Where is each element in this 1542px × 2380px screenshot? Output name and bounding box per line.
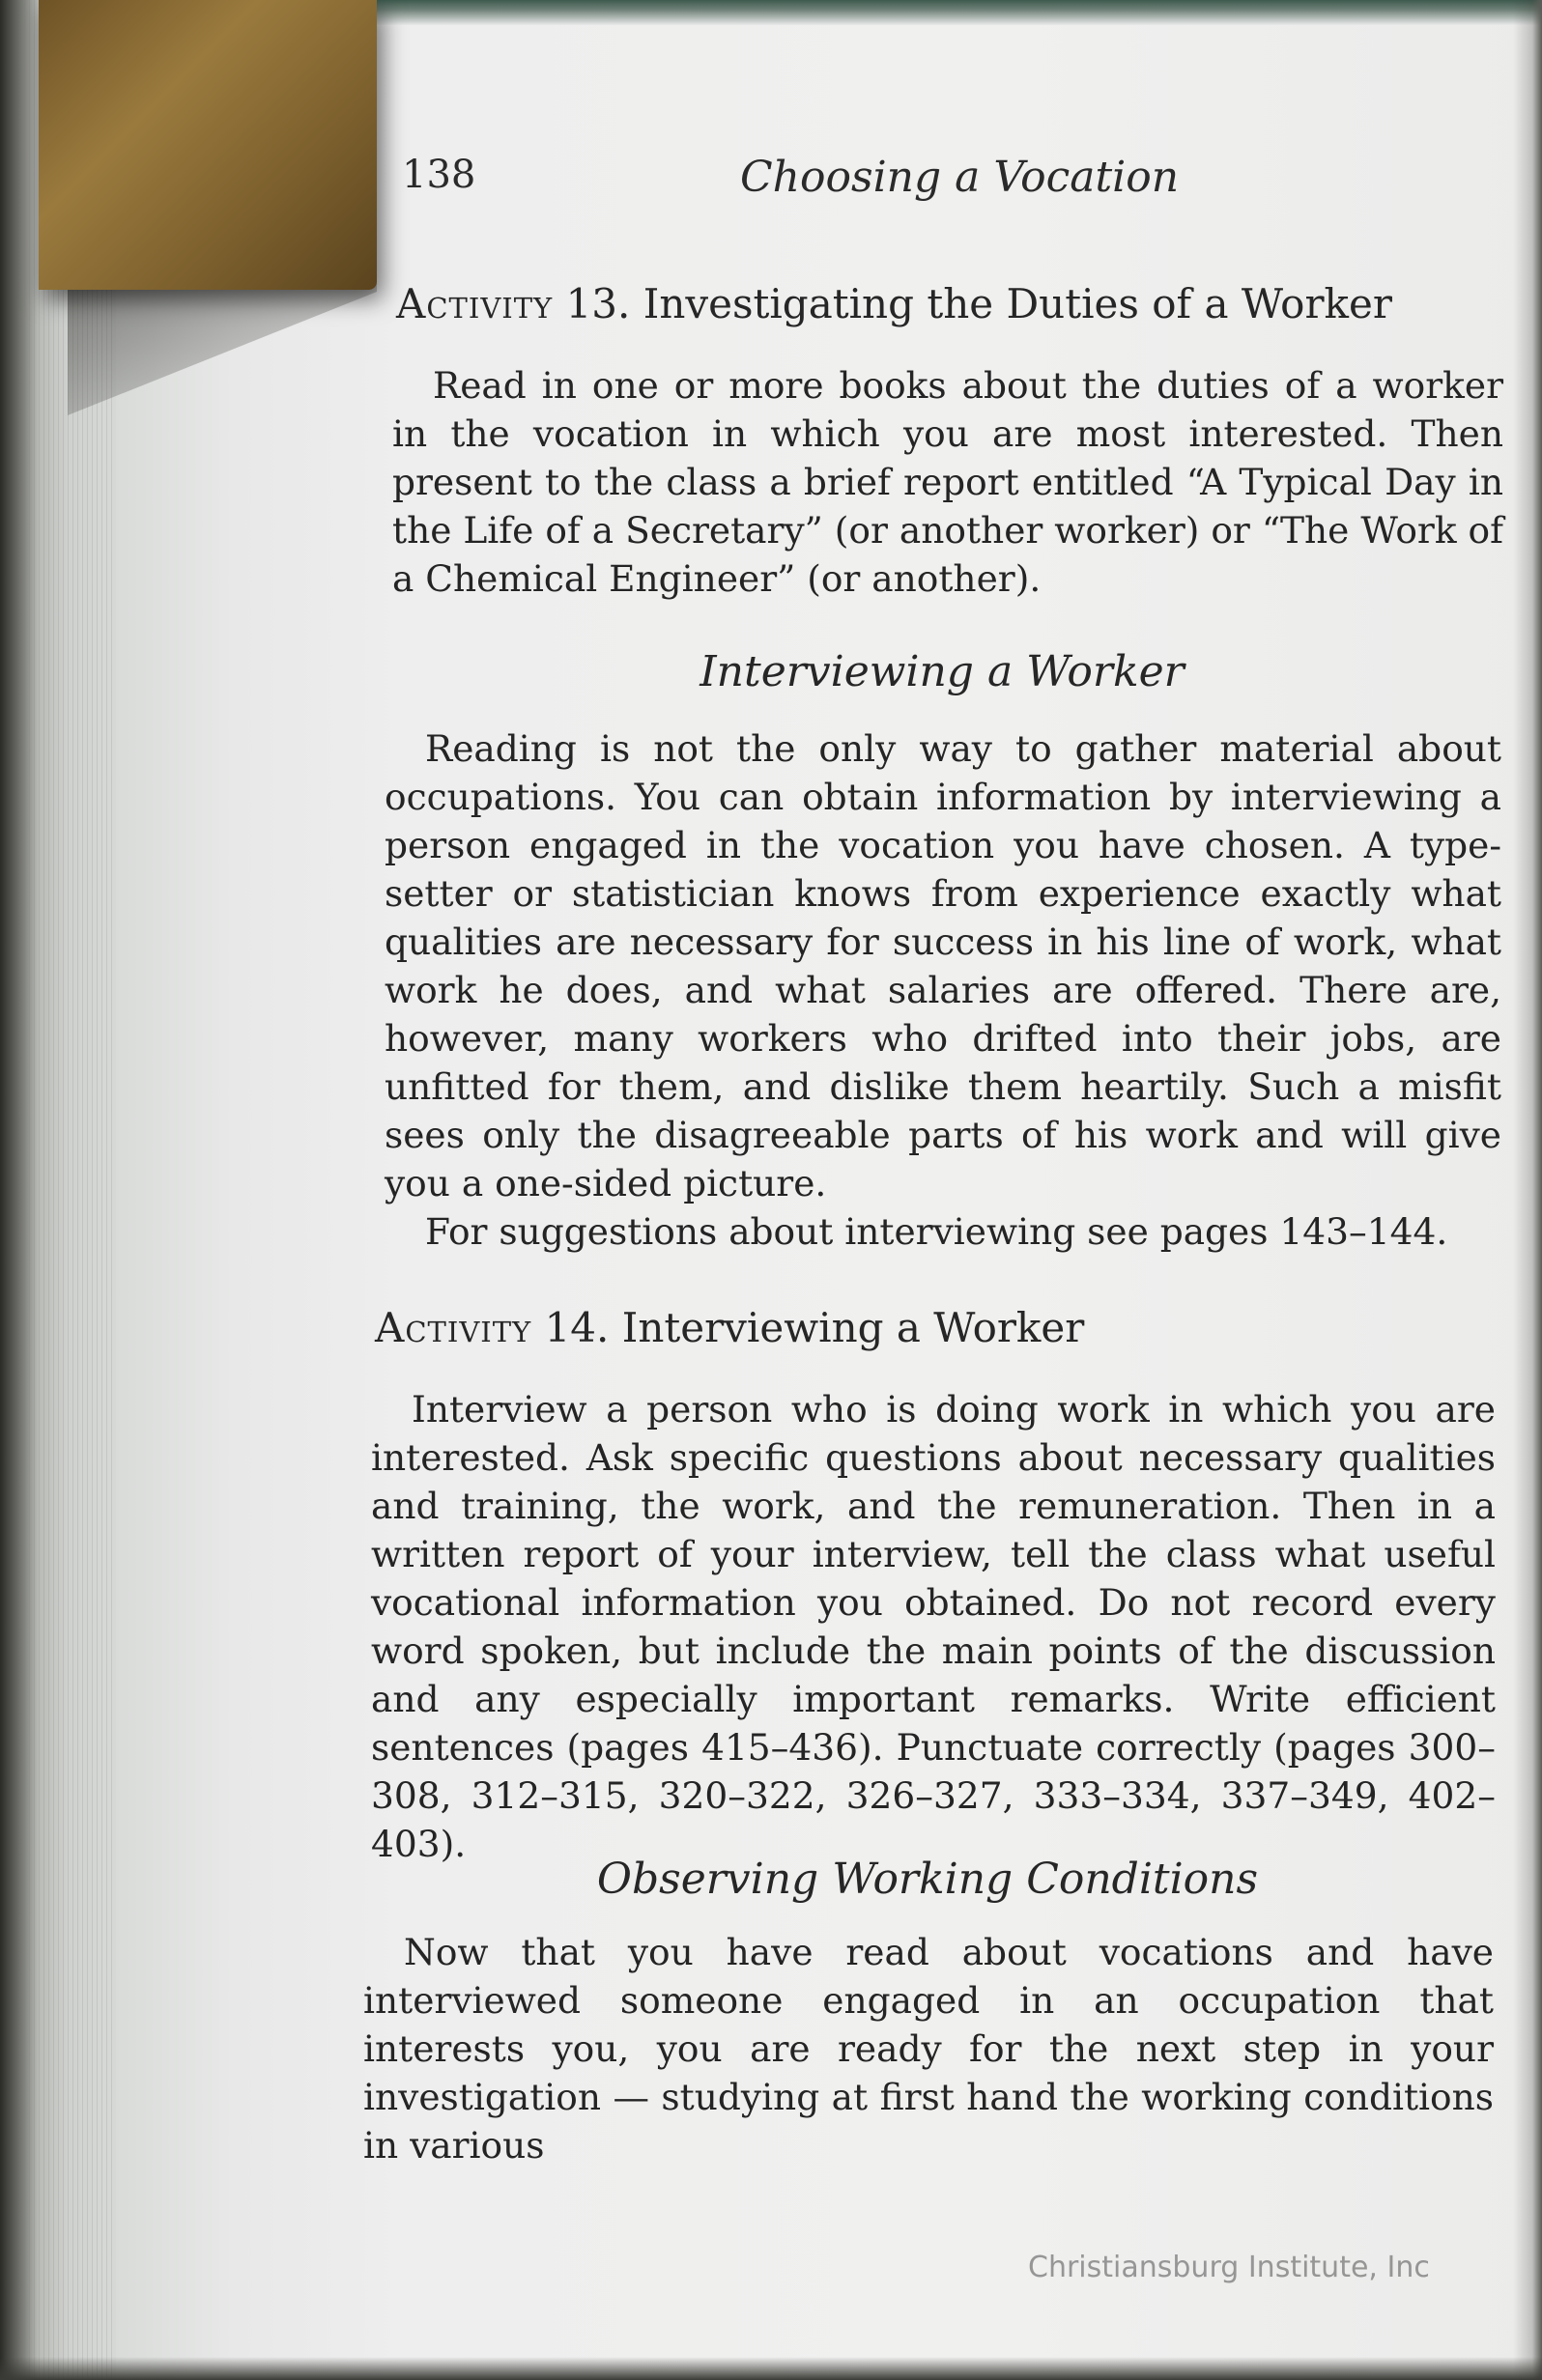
activity-14-title: 14. Interviewing a Worker: [544, 1304, 1085, 1351]
interviewing-note: For suggestions about interviewing see pages 143–144.: [425, 1210, 1448, 1253]
activity-13-label: Activity: [396, 280, 554, 327]
activity-14-heading: [375, 1304, 1084, 1351]
watermark: Christiansburg Institute, Inc: [1028, 2251, 1430, 2284]
activity-14-body-block: [371, 1385, 1496, 1868]
interviewing-section-heading: Interviewing a Worker: [700, 647, 1185, 696]
activity-13-heading: [396, 280, 1392, 327]
interviewing-body: Reading is not the only way to gather material about occupations. You can obtain information by interviewing a person engaged in the vocation you have chosen. A type-setter or statistician knows from experience exactly what qualities are necessary for success in his line of work, what work he does, and what salaries are offered. There are, however, many workers who drifted into their jobs, are unfitted for them, and dislike them heartily. Such a misfit sees only the disagreeable parts of his work and will give you a one-sided picture.: [385, 727, 1501, 1204]
running-head: [402, 153, 1523, 211]
page-right-shadow: [1513, 0, 1542, 2380]
activity-13-title: 13. Investigating the Duties of a Worker: [565, 280, 1392, 327]
observing-section-heading: Observing Working Conditions: [596, 1855, 1259, 1904]
book-cover-edge: [357, 0, 1542, 25]
brass-page-clip: [39, 0, 377, 290]
interviewing-body-block: [385, 724, 1501, 1256]
page-bottom-shadow: [0, 2357, 1542, 2380]
page-number: 138: [402, 153, 476, 197]
observing-body-block: [363, 1928, 1494, 2169]
activity-14-body: Interview a person who is doing work in which you are interested. Ask specific questions about necessary qualities and training, the work, and the remuneration. Then in a written report of your interview, tell the class what useful vocational information you obtained. Do not record every word spoken, but include the main points of the discussion and any especially important remarks. Write efficient sentences (pages 415–436). Punctuate correctly (pages 300–308, 312–315, 320–322, 326–327, 333–334, 337–349, 402–403).: [371, 1388, 1496, 1865]
activity-13-body-block: [392, 361, 1503, 603]
activity-14-label: Activity: [375, 1304, 532, 1351]
observing-body: Now that you have read about vocations and have interviewed someone engaged in an occupation that interests you, you are ready for the next step in your investigation — studying at first hand the working conditions in various: [363, 1931, 1494, 2167]
running-title: Choosing a Vocation: [740, 153, 1180, 202]
activity-13-body: Read in one or more books about the duties of a worker in the vocation in which you are most interested. Then present to the class a brief report entitled “A Typical Day in the Life of a Secretary” (or another worker) or “The Work of a Chemical Engineer” (or another).: [392, 364, 1503, 600]
